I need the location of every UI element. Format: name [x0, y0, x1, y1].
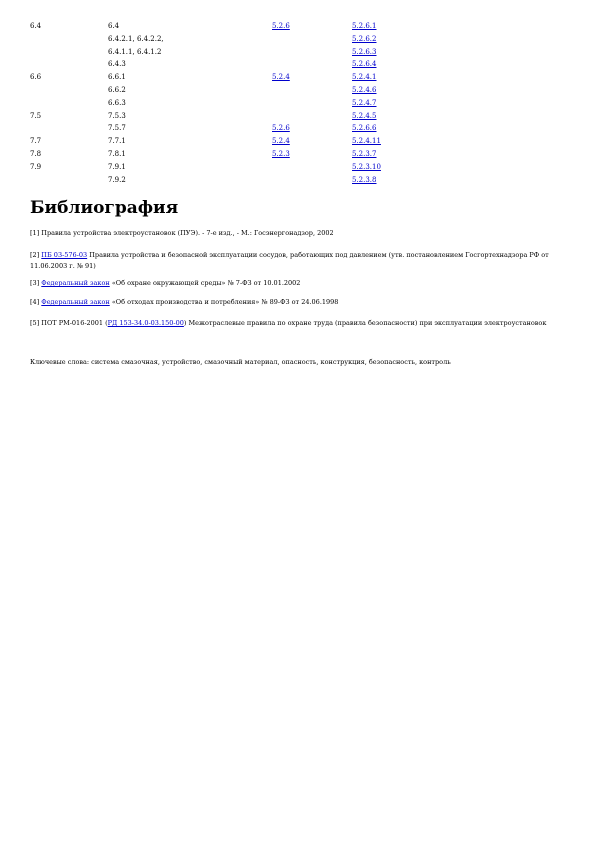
table-cell: 7.7.1: [108, 137, 126, 146]
bibliography-title: Библиография: [30, 198, 179, 218]
table-cell-link[interactable]: 5.2.4.7: [352, 98, 377, 107]
table-row: [0, 174, 595, 187]
table-cell: 6.4.1.1, 6.4.1.2: [108, 47, 162, 56]
keywords: Ключевые слова: система смазочная, устройство, смазочный материал, опасность, конструкция, безопасность, контроль: [30, 358, 451, 366]
table-cell: 6.6: [30, 73, 42, 82]
table-row: [0, 71, 595, 84]
table-cell-link[interactable]: 5.2.6.1: [352, 22, 377, 30]
table-cell-link[interactable]: 5.2.6: [272, 124, 290, 133]
bibliography-text: Правила устройства и безопасной эксплуатации сосудов, работающих под давлением (утв. постановлением Госгортехнадзора РФ от 11.06.2003 г. № 91): [30, 251, 549, 270]
table-cell: 7.9.2: [108, 175, 126, 184]
bibliography-text: «Об охране окружающей среды» № 7-ФЗ от 10.01.2002: [111, 279, 301, 287]
table-cell: 7.5.3: [108, 111, 126, 120]
table-row: [0, 46, 595, 59]
bibliography-item-2: [30, 250, 560, 272]
table-row: [0, 148, 595, 161]
table-cell: 6.6.3: [108, 98, 126, 107]
bibliography-item-5: [30, 318, 560, 329]
table-cell: 6.6.2: [108, 86, 126, 94]
bibliography-link[interactable]: РД 153-34.0-03.150-00: [107, 319, 184, 327]
table-cell-link[interactable]: 5.2.3.10: [352, 162, 381, 171]
table-cell-link[interactable]: 5.2.6.4: [352, 60, 377, 69]
table-cell: 7.5.7: [108, 124, 126, 133]
bibliography-item-4: [30, 297, 560, 308]
bibliography-text-prefix: ПОТ РМ-016-2001 (: [41, 319, 108, 327]
table-cell: 7.8.1: [108, 150, 126, 158]
bibliography-number: [5]: [30, 319, 40, 327]
table-cell-link[interactable]: 5.2.6.6: [352, 124, 377, 133]
table-cell: 7.8: [30, 150, 42, 158]
table-row: [0, 122, 595, 135]
table-cell: 6.4.3: [108, 60, 126, 69]
table-cell-link[interactable]: 5.2.6: [272, 22, 290, 30]
bibliography-text: «Об отходах производства и потребления» № 89-ФЗ от 24.06.1998: [111, 298, 339, 306]
table-row: [0, 58, 595, 71]
bibliography-number: [2]: [30, 251, 40, 259]
table-cell: 7.9.1: [108, 162, 126, 171]
table-cell-link[interactable]: 5.2.6.2: [352, 34, 377, 43]
table-cell-link[interactable]: 5.2.4: [272, 73, 290, 82]
bibliography-number: [1]: [30, 229, 40, 237]
bibliography-number: [4]: [30, 298, 40, 306]
table-row: [0, 135, 595, 148]
bibliography-text: Правила устройства электроустановок (ПУЭ). - 7-е изд., - М.: Госэнергонадзор, 2002: [41, 229, 334, 237]
table-row: [0, 97, 595, 110]
bibliography-item-1: [30, 228, 560, 239]
table-cell-link[interactable]: 5.2.4.5: [352, 111, 377, 120]
table-row: [0, 33, 595, 46]
table-cell-link[interactable]: 5.2.3.7: [352, 150, 377, 158]
bibliography-link[interactable]: Федеральный закон: [41, 279, 110, 287]
table-cell: 6.4.2.1, 6.4.2.2,: [108, 34, 164, 43]
bibliography-item-3: [30, 278, 560, 289]
bibliography-text: ) Межотраслевые правила по охране труда (правила безопасности) при эксплуатации электроустановок: [183, 319, 547, 327]
table-cell-link[interactable]: 5.2.4.1: [352, 73, 377, 82]
table-cell: 6.4: [30, 22, 42, 30]
table-cell-link[interactable]: 5.2.4.6: [352, 86, 377, 94]
table-row: [0, 84, 595, 97]
bibliography-link[interactable]: ПБ 03-576-03: [41, 251, 88, 259]
table-cell-link[interactable]: 5.2.4.11: [352, 137, 381, 146]
table-cell-link[interactable]: 5.2.3: [272, 150, 290, 158]
table-cell-link[interactable]: 5.2.4: [272, 137, 290, 146]
table-cell: 6.6.1: [108, 73, 126, 82]
table-cell: 6.4: [108, 22, 120, 30]
table-row: [0, 161, 595, 174]
table-cell-link[interactable]: 5.2.3.8: [352, 175, 377, 184]
table-cell-link[interactable]: 5.2.6.3: [352, 47, 377, 56]
bibliography-link[interactable]: Федеральный закон: [41, 298, 110, 306]
table-cell: 7.5: [30, 111, 42, 120]
bibliography-number: [3]: [30, 279, 40, 287]
table-row: [0, 110, 595, 123]
table-cell: 7.9: [30, 162, 42, 171]
table-cell: 7.7: [30, 137, 42, 146]
table-row: [0, 20, 595, 33]
